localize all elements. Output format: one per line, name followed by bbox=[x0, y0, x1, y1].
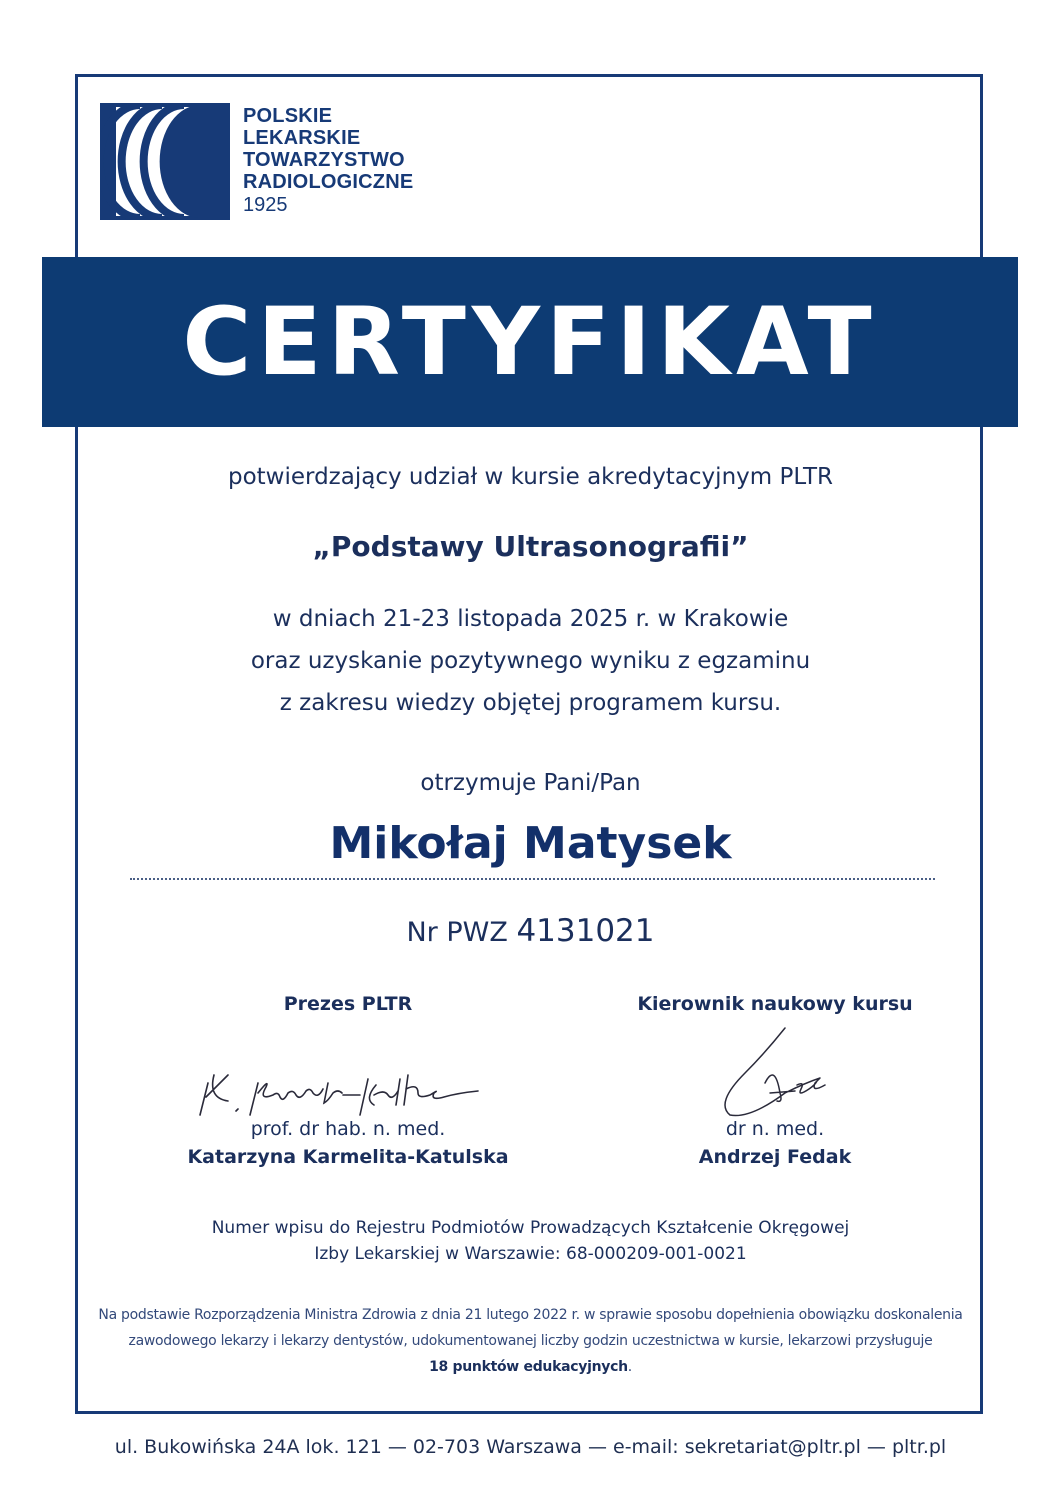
course-details-line-3: z zakresu wiedzy objętej programem kursu. bbox=[279, 690, 782, 716]
pwz-number: 4131021 bbox=[516, 913, 655, 949]
legal-note-line-2: zawodowego lekarzy i lekarzy dentystów, udokumentowanej liczby godzin uczestnictwa w kursie, lekarzowi przysługuje bbox=[128, 1333, 933, 1349]
pwz-label: Nr PWZ bbox=[406, 917, 508, 948]
pltr-logo-text bbox=[243, 105, 413, 217]
signature-block-president bbox=[138, 993, 558, 1168]
course-details bbox=[0, 598, 1061, 724]
legal-note-line-3 bbox=[0, 1354, 1061, 1380]
course-details-line-2: oraz uzyskanie pozytywnego wyniku z egzaminu bbox=[250, 648, 811, 674]
logo-line-4: RADIOLOGICZNE bbox=[243, 171, 414, 193]
pltr-logo bbox=[100, 103, 440, 223]
registry-line-1: Numer wpisu do Rejestru Podmiotów Prowadzących Kształcenie Okręgowej bbox=[211, 1218, 850, 1238]
logo-year: 1925 bbox=[243, 194, 288, 216]
title-banner bbox=[42, 257, 1018, 427]
recipient-name: Mikołaj Matysek bbox=[329, 818, 732, 869]
pwz-line bbox=[0, 913, 1061, 949]
name-dotted-line bbox=[130, 878, 935, 880]
signature-role: Kierownik naukowy kursu bbox=[637, 993, 913, 1015]
logo-line-3: TOWARZYSTWO bbox=[243, 149, 405, 171]
signature-scribble-icon bbox=[565, 1023, 985, 1118]
signature-title: dr n. med. bbox=[725, 1118, 825, 1140]
pltr-logo-mark-icon bbox=[100, 103, 230, 220]
signature-name: Katarzyna Karmelita-Katulska bbox=[187, 1146, 509, 1168]
signature-block-course-director bbox=[565, 993, 985, 1168]
footer-address: ul. Bukowińska 24A lok. 121 — 02-703 Warszawa — e-mail: sekretariat@pltr.pl — pltr.pl bbox=[114, 1436, 947, 1458]
registry-info bbox=[0, 1215, 1061, 1267]
education-points-suffix: . bbox=[627, 1359, 632, 1375]
certificate-title: CERTYFIKAT bbox=[182, 287, 878, 397]
signature-title: prof. dr hab. n. med. bbox=[250, 1118, 446, 1140]
intro-text: potwierdzający udział w kursie akredytacyjnym PLTR bbox=[227, 464, 834, 490]
registry-line-2: Izby Lekarskiej w Warszawie: 68-000209-001-0021 bbox=[314, 1244, 747, 1264]
receives-label: otrzymuje Pani/Pan bbox=[420, 770, 641, 796]
course-name: „Podstawy Ultrasonografii” bbox=[312, 530, 749, 563]
course-details-line-1: w dniach 21-23 listopada 2025 r. w Krakowie bbox=[272, 606, 789, 632]
education-points: 18 punktów edukacyjnych bbox=[429, 1359, 628, 1375]
legal-note bbox=[0, 1302, 1061, 1380]
handwritten-signature-director bbox=[565, 1023, 985, 1118]
legal-note-line-1: Na podstawie Rozporządzenia Ministra Zdrowia z dnia 21 lutego 2022 r. w sprawie sposobu dopełnienia obowiązku doskonalenia bbox=[98, 1307, 963, 1323]
signature-scribble-icon bbox=[138, 1023, 558, 1118]
logo-line-1: POLSKIE bbox=[243, 105, 333, 127]
signature-name: Andrzej Fedak bbox=[698, 1146, 852, 1168]
handwritten-signature-president bbox=[138, 1023, 558, 1118]
signature-role: Prezes PLTR bbox=[283, 993, 413, 1015]
logo-line-2: LEKARSKIE bbox=[243, 127, 361, 149]
